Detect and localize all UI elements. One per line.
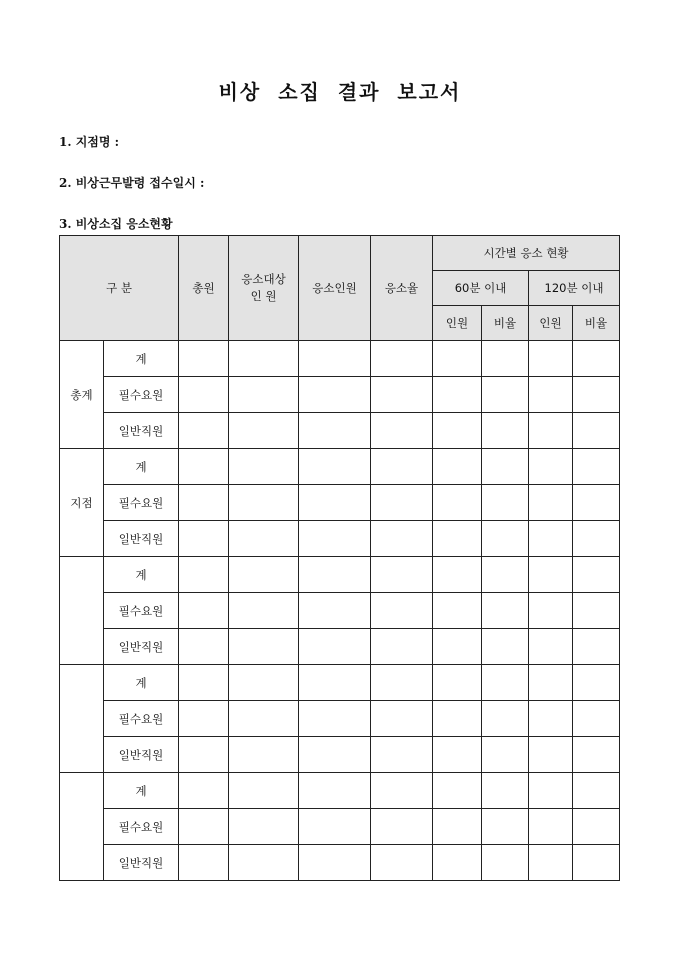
row-label: 필수요원 (104, 809, 179, 845)
entry-cell[interactable] (371, 845, 433, 881)
entry-cell[interactable] (371, 701, 433, 737)
entry-cell[interactable] (573, 593, 620, 629)
entry-cell[interactable] (573, 845, 620, 881)
table-row (60, 773, 620, 809)
entry-cell[interactable] (179, 413, 229, 449)
group-label (60, 773, 104, 881)
entry-cell[interactable] (529, 521, 573, 557)
entry-cell[interactable] (229, 557, 299, 593)
receipt-datetime-label: 2. 비상근무발령 접수일시 : (59, 176, 205, 190)
entry-cell[interactable] (433, 377, 482, 413)
table-row (60, 557, 620, 593)
entry-cell[interactable] (433, 629, 482, 665)
entry-cell[interactable] (573, 521, 620, 557)
header-target (229, 236, 299, 341)
entry-cell[interactable] (482, 413, 529, 449)
entry-cell[interactable] (179, 809, 229, 845)
entry-cell[interactable] (529, 557, 573, 593)
header-total: 총원 (179, 236, 229, 341)
table-row (60, 665, 620, 701)
entry-cell[interactable] (433, 773, 482, 809)
row-label: 계 (104, 449, 179, 485)
entry-cell[interactable] (482, 341, 529, 377)
entry-cell[interactable] (529, 593, 573, 629)
entry-cell[interactable] (433, 557, 482, 593)
header-responded: 응소인원 (299, 236, 371, 341)
entry-cell[interactable] (371, 809, 433, 845)
table-row (60, 845, 620, 881)
table-row (60, 377, 620, 413)
entry-cell[interactable] (482, 377, 529, 413)
entry-cell[interactable] (433, 809, 482, 845)
row-label: 필수요원 (104, 377, 179, 413)
entry-cell[interactable] (179, 737, 229, 773)
entry-cell[interactable] (229, 701, 299, 737)
entry-cell[interactable] (482, 845, 529, 881)
entry-cell[interactable] (573, 341, 620, 377)
entry-cell[interactable] (433, 341, 482, 377)
entry-cell[interactable] (179, 629, 229, 665)
header-within-120: 120분 이내 (529, 271, 620, 306)
header-within-60: 60분 이내 (433, 271, 529, 306)
entry-cell[interactable] (529, 845, 573, 881)
row-label: 일반직원 (104, 413, 179, 449)
entry-cell[interactable] (179, 449, 229, 485)
entry-cell[interactable] (371, 521, 433, 557)
row-label: 계 (104, 665, 179, 701)
entry-cell[interactable] (371, 377, 433, 413)
entry-cell[interactable] (573, 449, 620, 485)
table-row (60, 413, 620, 449)
entry-cell[interactable] (179, 557, 229, 593)
entry-cell[interactable] (433, 665, 482, 701)
entry-cell[interactable] (482, 557, 529, 593)
row-label: 일반직원 (104, 845, 179, 881)
entry-cell[interactable] (299, 521, 371, 557)
entry-cell[interactable] (529, 773, 573, 809)
entry-cell[interactable] (573, 485, 620, 521)
entry-cell[interactable] (482, 485, 529, 521)
entry-cell[interactable] (573, 665, 620, 701)
entry-cell[interactable] (179, 521, 229, 557)
entry-cell[interactable] (179, 773, 229, 809)
entry-cell[interactable] (573, 701, 620, 737)
row-label: 일반직원 (104, 521, 179, 557)
header-division: 구 분 (60, 236, 179, 341)
entry-cell[interactable] (299, 629, 371, 665)
entry-cell[interactable] (299, 701, 371, 737)
entry-cell[interactable] (229, 593, 299, 629)
entry-cell[interactable] (573, 809, 620, 845)
entry-cell[interactable] (371, 629, 433, 665)
entry-cell[interactable] (529, 485, 573, 521)
table-row (60, 485, 620, 521)
entry-cell[interactable] (299, 665, 371, 701)
entry-cell[interactable] (529, 809, 573, 845)
entry-cell[interactable] (482, 449, 529, 485)
entry-cell[interactable] (573, 413, 620, 449)
entry-cell[interactable] (229, 737, 299, 773)
entry-cell[interactable] (482, 737, 529, 773)
header-ratio-60: 비율 (482, 306, 529, 341)
entry-cell[interactable] (529, 737, 573, 773)
header-target-line2: 인 원 (250, 289, 277, 303)
entry-cell[interactable] (299, 341, 371, 377)
table-row (60, 341, 620, 377)
entry-cell[interactable] (371, 737, 433, 773)
entry-cell[interactable] (433, 845, 482, 881)
entry-cell[interactable] (529, 413, 573, 449)
entry-cell[interactable] (371, 413, 433, 449)
entry-cell[interactable] (179, 665, 229, 701)
table-row (60, 809, 620, 845)
entry-cell[interactable] (482, 593, 529, 629)
entry-cell[interactable] (433, 449, 482, 485)
group-label (60, 665, 104, 773)
header-persons-120: 인원 (529, 306, 573, 341)
entry-cell[interactable] (229, 521, 299, 557)
entry-cell[interactable] (433, 701, 482, 737)
response-status-table (59, 235, 620, 881)
entry-cell[interactable] (229, 341, 299, 377)
entry-cell[interactable] (482, 521, 529, 557)
entry-cell[interactable] (529, 449, 573, 485)
entry-cell[interactable] (229, 413, 299, 449)
entry-cell[interactable] (573, 377, 620, 413)
entry-cell[interactable] (179, 593, 229, 629)
entry-cell[interactable] (573, 773, 620, 809)
row-label: 계 (104, 341, 179, 377)
entry-cell[interactable] (229, 773, 299, 809)
entry-cell[interactable] (529, 665, 573, 701)
header-target-line1: 응소대상 (241, 272, 286, 286)
entry-cell[interactable] (299, 449, 371, 485)
table-row (60, 629, 620, 665)
header-ratio-120: 비율 (573, 306, 620, 341)
entry-cell[interactable] (433, 485, 482, 521)
row-label: 필수요원 (104, 593, 179, 629)
entry-cell[interactable] (179, 485, 229, 521)
entry-cell[interactable] (299, 485, 371, 521)
entry-cell[interactable] (482, 629, 529, 665)
row-label: 계 (104, 773, 179, 809)
document-title: 비상 소집 결과 보고서 (218, 80, 462, 104)
group-label: 총계 (60, 341, 104, 449)
entry-cell[interactable] (371, 665, 433, 701)
entry-cell[interactable] (371, 557, 433, 593)
table-row (60, 521, 620, 557)
row-label: 필수요원 (104, 485, 179, 521)
entry-cell[interactable] (482, 773, 529, 809)
entry-cell[interactable] (529, 377, 573, 413)
entry-cell[interactable] (299, 377, 371, 413)
row-label: 일반직원 (104, 737, 179, 773)
entry-cell[interactable] (433, 413, 482, 449)
entry-cell[interactable] (573, 557, 620, 593)
table-row (60, 737, 620, 773)
entry-cell[interactable] (482, 809, 529, 845)
table-row (60, 449, 620, 485)
entry-cell[interactable] (371, 449, 433, 485)
entry-cell[interactable] (482, 665, 529, 701)
entry-cell[interactable] (299, 413, 371, 449)
entry-cell[interactable] (179, 377, 229, 413)
table-row (60, 701, 620, 737)
entry-cell[interactable] (229, 377, 299, 413)
entry-cell[interactable] (433, 593, 482, 629)
entry-cell[interactable] (573, 737, 620, 773)
entry-cell[interactable] (482, 701, 529, 737)
entry-cell[interactable] (371, 773, 433, 809)
row-label: 계 (104, 557, 179, 593)
entry-cell[interactable] (529, 629, 573, 665)
entry-cell[interactable] (229, 665, 299, 701)
entry-cell[interactable] (229, 629, 299, 665)
entry-cell[interactable] (433, 737, 482, 773)
entry-cell[interactable] (371, 485, 433, 521)
status-section-label: 3. 비상소집 응소현황 (59, 217, 173, 231)
entry-cell[interactable] (229, 485, 299, 521)
entry-cell[interactable] (229, 809, 299, 845)
header-by-time: 시간별 응소 현황 (433, 236, 620, 271)
table-row (60, 593, 620, 629)
entry-cell[interactable] (299, 845, 371, 881)
branch-name-label: 1. 지점명 : (59, 135, 120, 149)
entry-cell[interactable] (299, 557, 371, 593)
row-label: 필수요원 (104, 701, 179, 737)
group-label (60, 557, 104, 665)
row-label: 일반직원 (104, 629, 179, 665)
entry-cell[interactable] (529, 701, 573, 737)
entry-cell[interactable] (179, 341, 229, 377)
entry-cell[interactable] (229, 845, 299, 881)
entry-cell[interactable] (573, 629, 620, 665)
entry-cell[interactable] (529, 341, 573, 377)
entry-cell[interactable] (299, 773, 371, 809)
entry-cell[interactable] (433, 521, 482, 557)
entry-cell[interactable] (179, 701, 229, 737)
header-rate: 응소율 (371, 236, 433, 341)
entry-cell[interactable] (179, 845, 229, 881)
group-label: 지점 (60, 449, 104, 557)
entry-cell[interactable] (299, 809, 371, 845)
entry-cell[interactable] (229, 449, 299, 485)
entry-cell[interactable] (371, 593, 433, 629)
entry-cell[interactable] (299, 593, 371, 629)
entry-cell[interactable] (299, 737, 371, 773)
header-persons-60: 인원 (433, 306, 482, 341)
entry-cell[interactable] (371, 341, 433, 377)
